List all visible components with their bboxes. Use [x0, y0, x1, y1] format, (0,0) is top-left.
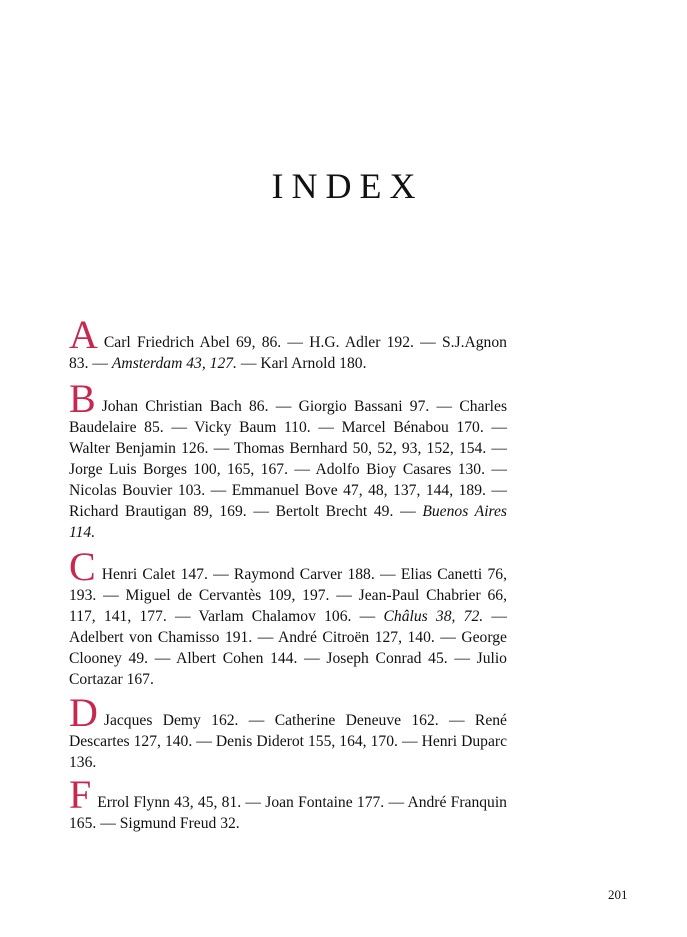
index-entry-b — [69, 376, 508, 543]
index-name-item: Nicolas Bouvier 103. — [69, 482, 206, 499]
index-entries — [69, 312, 508, 848]
index-name-item: Giorgio Bassani 97. — [298, 398, 430, 415]
index-name-item: André Citroën 127, 140. — [277, 629, 435, 646]
entry-separator: — — [454, 650, 470, 667]
index-name-item: Raymond Carver 188. — [233, 566, 375, 583]
index-name-item: Joan Fontaine 177. — [265, 794, 385, 811]
entry-separator: — — [491, 608, 507, 625]
entry-separator: — — [213, 440, 230, 457]
entry-separator: — — [275, 398, 292, 415]
page-number: 201 — [608, 887, 628, 902]
entry-separator: — — [92, 355, 108, 372]
index-entry-f — [69, 772, 507, 834]
entry-separator: — — [253, 503, 269, 520]
entry-separator: — — [491, 461, 507, 478]
index-initial-letter: B — [69, 376, 96, 421]
index-name-item: Bertolt Brecht 49. — [275, 503, 394, 520]
index-name-item: Jean-Paul Chabrier 66, 117, 141, 177. — [69, 587, 507, 625]
entry-separator: — — [336, 587, 352, 604]
index-name-item: Henri Duparc 136. — [69, 733, 507, 771]
entry-separator: — — [154, 650, 171, 667]
entry-separator: — — [213, 566, 229, 583]
entry-separator: — — [175, 608, 191, 625]
entry-separator: — — [440, 629, 456, 646]
entry-separator: — — [359, 608, 376, 625]
index-name-item: S.J.Agnon 83. — [69, 334, 507, 372]
index-initial-letter: A — [69, 312, 98, 357]
index-name-item: Thomas Bernhard 50, 52, 93, 152, 154. — [234, 440, 487, 457]
index-place-item: Châlus 38, 72. — [383, 608, 484, 625]
index-name-item: Emmanuel Bove 47, 48, 137, 144, 189. — [231, 482, 486, 499]
index-name-item: Julio Cortazar 167. — [69, 650, 507, 688]
index-entry-a — [69, 312, 507, 374]
index-name-item: Vicky Baum 110. — [194, 419, 311, 436]
entry-separator: — — [304, 650, 320, 667]
index-name-item: Jorge Luis Borges 100, 165, 167. — [69, 461, 288, 478]
index-name-item: René Descartes 127, 140. — [69, 712, 507, 750]
index-name-item: Marcel Bénabou 170. — [341, 419, 484, 436]
index-initial-letter: F — [69, 772, 92, 817]
entry-separator: — — [420, 334, 436, 351]
entry-separator: — — [245, 794, 261, 811]
index-name-item: Karl Arnold 180. — [260, 355, 367, 372]
entry-separator: — — [491, 482, 507, 499]
index-name-item: Henri Calet 147. — [101, 566, 208, 583]
index-name-item: Catherine Deneuve 162. — [274, 712, 439, 729]
index-name-item: Charles Baudelaire 85. — [69, 398, 508, 436]
entry-separator: — — [491, 440, 508, 457]
entry-separator: — — [210, 482, 227, 499]
index-name-item: Miguel de Cervantès 109, 197. — [125, 587, 330, 604]
entry-separator: — — [379, 566, 396, 583]
index-name-item: Denis Diderot 155, 164, 170. — [215, 733, 398, 750]
index-name-item: Walter Benjamin 126. — [69, 440, 209, 457]
index-name-item: Carl Friedrich Abel 69, 86. — [103, 334, 282, 351]
entry-separator: — — [171, 419, 187, 436]
index-name-item: Albert Cohen 144. — [176, 650, 298, 667]
index-name-item: Jacques Demy 162. — [103, 712, 239, 729]
index-name-item: Sigmund Freud 32. — [119, 815, 240, 832]
entry-separator: — — [257, 629, 274, 646]
index-entry-c — [69, 544, 507, 690]
entry-separator: — — [401, 733, 418, 750]
index-name-item: Elias Canetti 76, 193. — [69, 566, 507, 604]
index-name-item: Adolfo Bioy Casares 130. — [315, 461, 485, 478]
entry-separator: — — [388, 794, 405, 811]
entry-separator: — — [287, 334, 304, 351]
index-name-item: Johan Christian Bach 86. — [101, 398, 269, 415]
page-title: INDEX — [271, 166, 424, 206]
entry-separator: — — [240, 355, 257, 372]
entry-separator: — — [196, 733, 212, 750]
index-initial-letter: C — [69, 544, 96, 589]
entry-separator: — — [491, 419, 507, 436]
index-name-item: Joseph Conrad 45. — [326, 650, 448, 667]
index-name-item: André Franquin 165. — [69, 794, 507, 832]
index-name-item: Errol Flynn 43, 45, 81. — [97, 794, 242, 811]
index-name-item: Richard Brautigan 89, 169. — [69, 503, 247, 520]
index-name-item: Adelbert von Chamisso 191. — [69, 629, 253, 646]
entry-separator: — — [294, 461, 310, 478]
entry-separator: — — [318, 419, 334, 436]
entry-separator: — — [436, 398, 453, 415]
entry-separator: — — [248, 712, 265, 729]
index-name-item: Varlam Chalamov 106. — [198, 608, 352, 625]
entry-separator: — — [400, 503, 416, 520]
entry-separator: — — [449, 712, 465, 729]
index-name-item: H.G. Adler 192. — [309, 334, 414, 351]
index-initial-letter: D — [69, 690, 98, 735]
entry-separator: — — [103, 587, 119, 604]
index-place-item: Amsterdam 43, 127. — [111, 355, 237, 372]
entry-separator: — — [100, 815, 116, 832]
index-entry-d — [69, 690, 507, 773]
index-place-item: Buenos Aires 114. — [69, 503, 507, 541]
index-name-item: George Clooney 49. — [69, 629, 507, 667]
